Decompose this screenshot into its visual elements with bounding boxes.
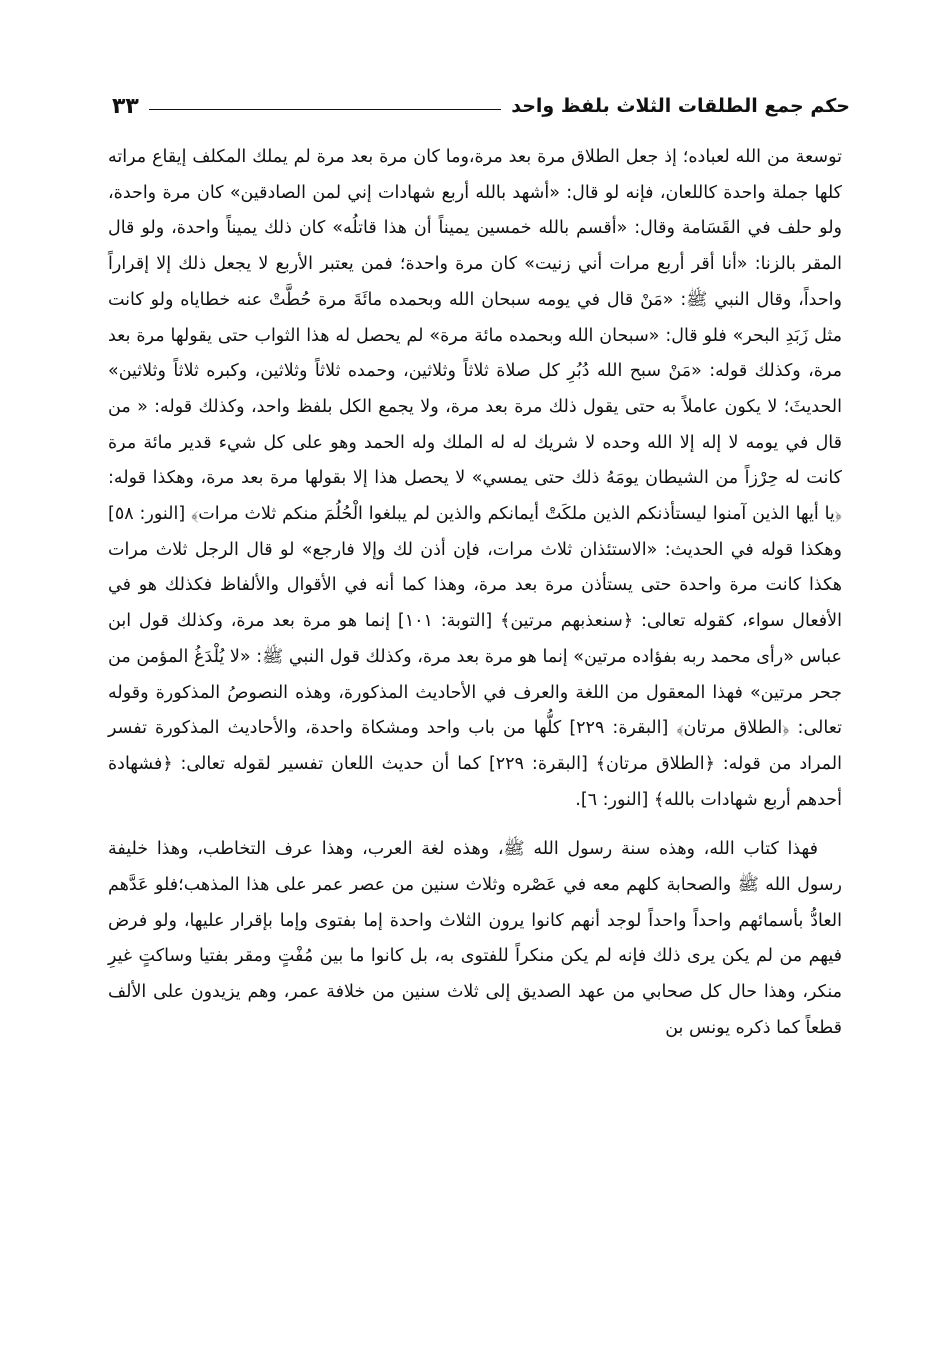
paragraph-1: توسعة من الله لعباده؛ إذ جعل الطلاق مرة بعد مرة،وما كان مرة بعد مرة لم يملك المكلف إيقاع مراته كلها جملة واحدة كاللعان، فإنه لو قال: «أشهد بالله أربع شهادات إني لمن الصادقين» كان مرة واحدة، ولو حلف في القَسَامة وقال: «أقسم بالله خمسين يميناً أن هذا قاتلُه» كان ذلك يميناً واحدة، ولو قال المقر بالزنا: «أنا أقر أربع مرات أني زنيت» كان مرة واحدة؛ فمن يعتبر الأربع لا يجعل ذلك إلا إقراراً واحداً، وقال النبي ﷺ: «مَنْ قال في يومه سبحان الله وبحمده مائَةَ مرة حُطَّتْ عنه خطاياه ولو كانت مثل زَبَدِ البحر» فلو قال: «سبحان الله وبحمده مائة مرة» لم يحصل له هذا الثواب حتى يقولها مرة بعد مرة، وكذلك قوله: «مَنْ سبح الله دُبُرِ كل صلاة ثلاثاً وثلاثين، وحمده ثلاثاً وثلاثين، وكبره ثلاثاً وثلاثين» الحديثَ؛ لا يكون عاملاً به حتى يقول ذلك مرة بعد مرة، ولا يجمع الكل بلفظ واحد، وكذلك قوله: « من قال في يومه لا إله إلا الله وحده لا شريك له له الملك وله الحمد وهو على كل شيء قدير مائة مرة كانت له حِرْزاً من الشيطان يومَهُ ذلك حتى يمسي» لا يحصل هذا إلا بقولها مرة بعد مرة، وهكذا قوله: ﴿يا أيها الذين آمنوا ليستأذنكم الذين ملكَتْ أيمانكم والذين لم يبلغوا الْحُلُمَ منكم ثلاث مرات﴾ [النور: ٥٨] وهكذا قوله في الحديث: «الاستئذان ثلاث مرات، فإن أذن لك وإلا فارجع» لو قال الرجل ثلاث مرات هكذا كانت مرة واحدة حتى يستأذن مرة بعد مرة، وهذا كما أنه في الأقوال والألفاظ فكذلك هو في الأفعال سواء، كقوله تعالى: ﴿سنعذبهم مرتين﴾ [التوبة: ١٠١] إنما هو مرة بعد مرة، وكذلك قول ابن عباس «رأى محمد ربه بفؤاده مرتين» إنما هو مرة بعد مرة، وكذلك قول النبي ﷺ: «لا يُلْدَغُ المؤمن من جحر مرتين» فهذا المعقول من اللغة والعرف في الأحاديث المذكورة، وهذه النصوصُ المذكورة وقوله تعالى: ﴿الطلاق مرتان﴾ [البقرة: ٢٢٩] كلُّها من باب واحد ومشكاة واحدة، والأحاديث المذكورة تفسر المراد من قوله: ﴿الطلاق مرتان﴾ [البقرة: ٢٢٩] كما أن حديث اللعان تفسير لقوله تعالى: ﴿فشهادة أحدهم أربع شهادات بالله﴾ [النور: ٦]. xyxy=(108,147,843,810)
page-number: ٣٣ xyxy=(112,93,139,119)
running-header xyxy=(112,88,850,124)
running-title: حكم جمع الطلقات الثلاث بلفظ واحد xyxy=(511,95,850,117)
header-rule xyxy=(149,109,501,110)
paragraph-2: فهذا كتاب الله، وهذه سنة رسول الله ﷺ، وهذه لغة العرب، وهذا عرف التخاطب، وهذا خليفة رسول الله ﷺ والصحابة كلهم معه في عَصْره وثلاث سنين من عصر عمر على هذا المذهب؛فلو عَدَّهم العادُّ بأسمائهم واحداً واحداً لوجد أنهم كانوا يرون الثلاث واحدة إما بفتوى وإما بإقرار عليها، ولو فرض فيهم من لم يكن يرى ذلك فإنه لم يكن منكراً للفتوى به، بل كانوا ما بين مُفْتٍ ومقر بفتيا وساكتٍ غيرِ منكر، وهذا حال كل صحابي من عهد الصديق إلى ثلاث سنين من خلافة عمر، وهم يزيدون على الألف قطعاً كما ذكره يونس بن xyxy=(108,839,842,1038)
body-text xyxy=(108,140,842,1047)
